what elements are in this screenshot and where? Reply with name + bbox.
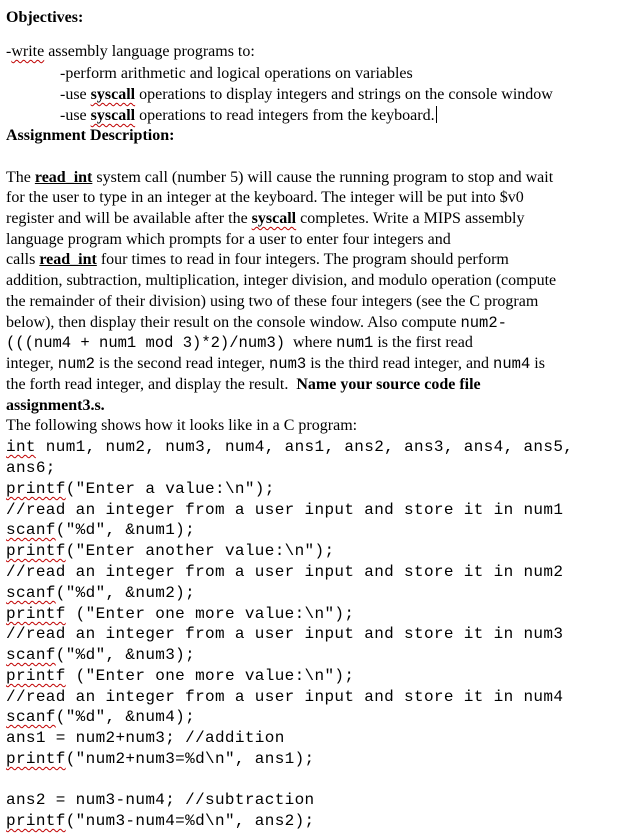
code-text: ("Enter another value:\n"); bbox=[65, 542, 335, 560]
objectives-heading: Objectives: bbox=[6, 9, 84, 26]
code-line bbox=[6, 520, 195, 540]
code-keyword: int bbox=[6, 438, 36, 456]
paragraph-line bbox=[6, 333, 473, 353]
objective-keyword: syscall bbox=[90, 86, 136, 103]
code-keyword: scanf bbox=[6, 584, 56, 602]
code-text: ("Enter one more value:\n"); bbox=[65, 667, 355, 685]
code-inline: (((num4 + num1 mod 3)*2)/num3) bbox=[6, 334, 286, 352]
objective-text: -perform arithmetic and logical operations on variables bbox=[60, 65, 413, 82]
code-text: ("%d", &num4); bbox=[55, 708, 196, 726]
paragraph-line bbox=[6, 250, 509, 270]
objective-text: operations to read integers from the keyboard. bbox=[135, 107, 435, 124]
text: completes. Write a MIPS assembly bbox=[296, 210, 525, 227]
code-line bbox=[6, 583, 195, 603]
text: integer, bbox=[6, 355, 58, 372]
paragraph-line bbox=[6, 209, 524, 229]
code-text: ("Enter one more value:\n"); bbox=[65, 605, 355, 623]
text: is the third read integer, and bbox=[306, 355, 494, 372]
text: calls bbox=[6, 251, 40, 268]
text: where bbox=[285, 334, 337, 351]
code-line bbox=[6, 707, 195, 727]
code-keyword: scanf bbox=[6, 708, 56, 726]
code-keyword: printf bbox=[6, 605, 66, 623]
read-int-keyword: read_int bbox=[34, 169, 93, 186]
objective-text: operations to display integers and strings on the console window bbox=[135, 86, 553, 103]
objective-text: -use bbox=[60, 86, 91, 103]
assignment-heading: Assignment Description: bbox=[6, 127, 175, 144]
code-text: ("num2+num3=%d\n", ans1); bbox=[65, 750, 315, 768]
text: The bbox=[6, 169, 35, 186]
code-keyword: printf bbox=[6, 667, 66, 685]
intro-word: write bbox=[11, 43, 45, 60]
objective-text: -use bbox=[60, 107, 91, 124]
text: system call (number 5) will cause the running program to stop and wait bbox=[92, 169, 554, 186]
text: register and will be available after the bbox=[6, 210, 252, 227]
paragraph-line: addition, subtraction, multiplication, integer division, and modulo operation (compute bbox=[6, 272, 557, 289]
code-comment: //read an integer from a user input and store it in num3 bbox=[6, 625, 564, 643]
text: is bbox=[530, 355, 545, 372]
paragraph-line bbox=[6, 168, 553, 188]
read-int-keyword: read_int bbox=[39, 251, 97, 268]
objective-item bbox=[60, 85, 553, 105]
intro-dash: - bbox=[6, 43, 12, 60]
code-text: ("%d", &num3); bbox=[55, 646, 196, 664]
paragraph-line: language program which prompts for a user to enter four integers and bbox=[6, 231, 451, 248]
code-line: ans1 = num2+num3; //addition bbox=[6, 729, 285, 747]
objective-item bbox=[60, 106, 437, 126]
code-comment: //read an integer from a user input and store it in num2 bbox=[6, 563, 564, 581]
code-comment: //read an integer from a user input and store it in num1 bbox=[6, 501, 564, 519]
text: four times to read in four integers. The program should perform bbox=[96, 251, 509, 268]
code-keyword: printf bbox=[6, 542, 66, 560]
code-line bbox=[6, 666, 354, 686]
filename-instruction: Name your source code file bbox=[296, 376, 481, 393]
objective-keyword: syscall bbox=[90, 107, 136, 124]
paragraph-line bbox=[6, 375, 481, 395]
paragraph-line bbox=[6, 313, 507, 333]
code-text: ("%d", &num1); bbox=[55, 521, 196, 539]
paragraph-line bbox=[6, 354, 545, 374]
filename: assignment3.s. bbox=[6, 397, 105, 414]
code-inline: num1 bbox=[336, 334, 374, 352]
code-line bbox=[6, 437, 573, 457]
code-line bbox=[6, 749, 315, 769]
code-keyword: printf bbox=[6, 750, 66, 768]
text: is the first read bbox=[373, 334, 473, 351]
code-text: ("num3-num4=%d\n", ans2); bbox=[65, 812, 315, 830]
syscall-keyword: syscall bbox=[251, 210, 297, 227]
code-line bbox=[6, 541, 334, 561]
paragraph-line: The following shows how it looks like in a C program: bbox=[6, 417, 358, 434]
code-keyword: printf bbox=[6, 480, 66, 498]
code-line bbox=[6, 811, 315, 831]
text: is the second read integer, bbox=[95, 355, 269, 372]
text: below), then display their result on the console window. Also compute bbox=[6, 314, 461, 331]
code-line bbox=[6, 604, 354, 624]
objective-item bbox=[60, 64, 413, 84]
code-keyword: scanf bbox=[6, 646, 56, 664]
code-keyword: printf bbox=[6, 812, 66, 830]
code-line: ans2 = num3-num4; //subtraction bbox=[6, 791, 315, 809]
code-inline: num3 bbox=[268, 355, 307, 373]
text-cursor bbox=[436, 106, 437, 123]
code-line bbox=[6, 645, 195, 665]
paragraph-line: for the user to type in an integer at the keyboard. The integer will be put into $v0 bbox=[6, 189, 524, 206]
code-inline: num4 bbox=[493, 355, 531, 373]
intro-rest: assembly language programs to: bbox=[44, 43, 255, 60]
code-line bbox=[6, 479, 275, 499]
objectives-intro bbox=[6, 42, 255, 62]
code-keyword: scanf bbox=[6, 521, 56, 539]
code-text: ("%d", &num2); bbox=[55, 584, 196, 602]
paragraph-line: the remainder of their division) using two of these four integers (see the C program bbox=[6, 293, 539, 310]
code-text: num1, num2, num3, num4, ans1, ans2, ans3, ans4, ans5, bbox=[35, 438, 574, 456]
code-inline: num2 bbox=[57, 355, 95, 373]
text: the forth read integer, and display the result. bbox=[6, 376, 297, 393]
code-line: ans6; bbox=[6, 459, 56, 477]
code-text: ("Enter a value:\n"); bbox=[65, 480, 275, 498]
code-inline: num2- bbox=[460, 314, 507, 332]
code-comment: //read an integer from a user input and store it in num4 bbox=[6, 688, 564, 706]
